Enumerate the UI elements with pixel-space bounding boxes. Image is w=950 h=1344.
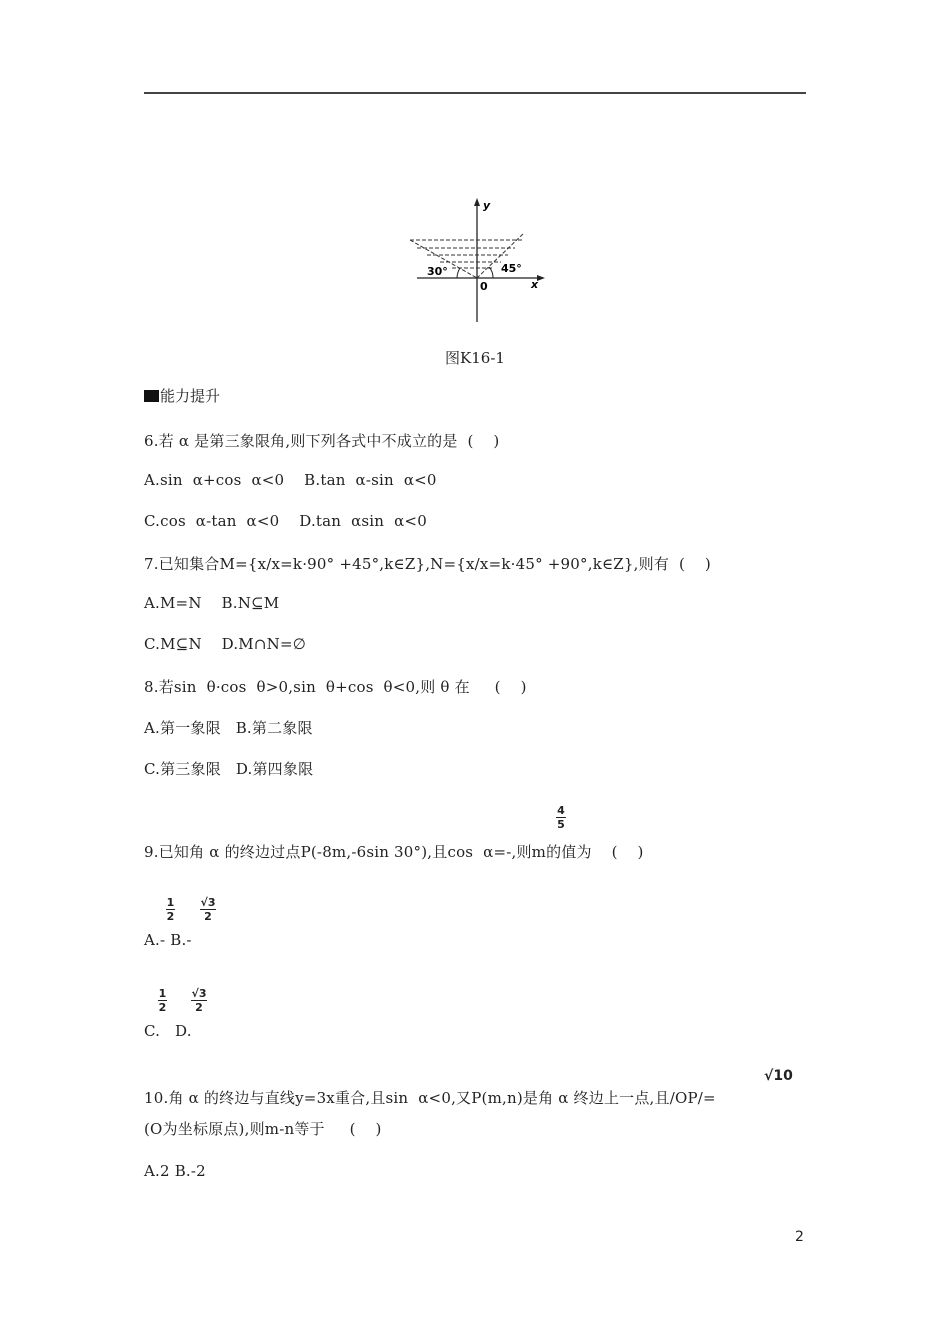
q9-stem: 9.已知角 α 的终边过点P(-8m,-6sin 30°),且cos α=-,则m的值为 ( ) — [144, 843, 644, 861]
section-marker-icon — [144, 390, 159, 402]
y-axis-label: y — [483, 199, 491, 212]
q9-options-cd: C. D. — [144, 1022, 192, 1040]
q6-options-ab: A.sin α+cos α<0 B.tan α-sin α<0 — [144, 471, 437, 489]
q7-options-cd: C.M⊆N D.M∩N=∅ — [144, 635, 306, 653]
angle-45-label: 45° — [501, 262, 522, 275]
frac-denominator: 5 — [557, 818, 565, 831]
q6-stem: 6.若 α 是第三象限角,则下列各式中不成立的是 ( ) — [144, 432, 500, 450]
q8-options-ab: A.第一象限 B.第二象限 — [144, 719, 313, 737]
q10-sqrt-10: √10 — [764, 1068, 793, 1084]
origin-label: 0 — [480, 280, 488, 293]
q7-stem: 7.已知集合M={x/x=k·90° +45°,k∈Z},N={x/x=k·45° +90°,k∈Z},则有 ( ) — [144, 555, 711, 573]
q10-options-ab: A.2 B.-2 — [144, 1162, 206, 1180]
q9-option-a-fraction: 1 2 — [166, 896, 175, 923]
q7-options-ab: A.M=N B.N⊆M — [144, 594, 280, 612]
frac-numerator: 4 — [557, 804, 565, 817]
angle-30-label: 30° — [427, 265, 448, 278]
q8-options-cd: C.第三象限 D.第四象限 — [144, 760, 314, 778]
section-title: 能力提升 — [160, 387, 221, 405]
figure-caption: 图K16-1 — [445, 349, 505, 367]
page-number: 2 — [795, 1229, 804, 1245]
section-heading — [144, 385, 220, 406]
q9-option-d-fraction: √3 2 — [191, 987, 207, 1014]
q9-options-ab: A.- B.- — [144, 931, 192, 949]
q8-stem: 8.若sin θ·cos θ>0,sin θ+cos θ<0,则 θ 在 ( ) — [144, 678, 527, 696]
q10-stem: 10.角 α 的终边与直线y=3x重合,且sin α<0,又P(m,n)是角 α 终边上一点,且/OP/= — [144, 1089, 716, 1107]
q10-stem-continued: (O为坐标原点),则m-n等于 ( ) — [144, 1120, 382, 1138]
coordinate-figure — [405, 196, 550, 326]
q6-options-cd: C.cos α-tan α<0 D.tan αsin α<0 — [144, 512, 427, 530]
x-axis-label: x — [531, 278, 539, 291]
q9-fraction-4-5 — [556, 804, 566, 831]
q9-option-b-fraction: √3 2 — [200, 896, 216, 923]
q9-option-c-fraction: 1 2 — [158, 987, 167, 1014]
figure-svg — [405, 196, 550, 326]
header-rule — [144, 92, 806, 94]
